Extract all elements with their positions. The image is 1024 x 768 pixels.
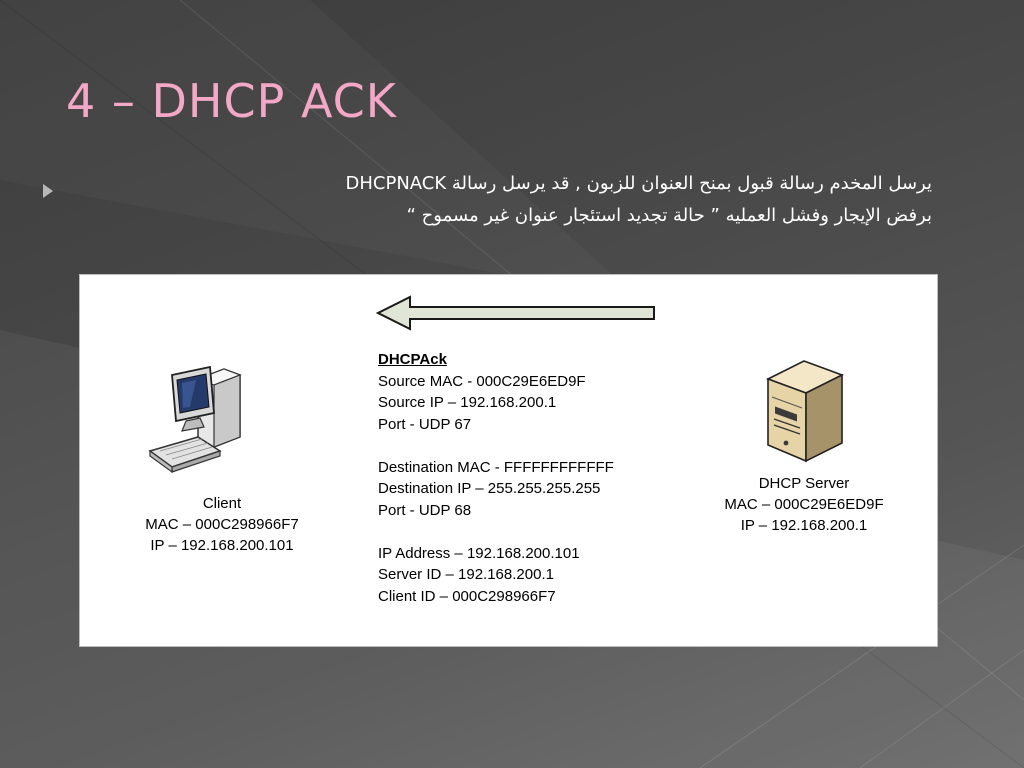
- packet-details: [378, 349, 614, 607]
- client-name: Client: [202, 495, 242, 512]
- body-line-1: يرسل المخدم رسالة قبول بمنح العنوان للزبون , قد يرسل رسالة DHCPNACK: [345, 173, 932, 194]
- client-ip: IP – 192.168.200.101: [150, 537, 294, 554]
- source-mac: Source MAC - 000C29E6ED9F: [378, 372, 586, 390]
- dhcp-server-icon: [760, 357, 850, 467]
- slide-title: 4 – DHCP ACK: [66, 74, 397, 128]
- server-mac: MAC – 000C29E6ED9F: [724, 496, 884, 513]
- client-computer-icon: [146, 365, 246, 485]
- packet-title: DHCPAck: [378, 351, 447, 368]
- left-arrow-icon: [376, 293, 660, 333]
- server-name: DHCP Server: [758, 475, 850, 492]
- client-id: Client ID – 000C298966F7: [378, 587, 556, 605]
- server-ip: IP – 192.168.200.1: [740, 517, 868, 534]
- destination-port: Port - UDP 68: [378, 501, 472, 519]
- source-ip: Source IP – 192.168.200.1: [378, 394, 557, 411]
- slide-body: [96, 168, 932, 232]
- source-port: Port - UDP 67: [378, 415, 472, 433]
- body-line-2: برفض الإيجار وفشل العمليه ” حالة تجديد استئجار عنوان غير مسموح “: [406, 205, 932, 226]
- destination-mac: Destination MAC - FFFFFFFFFFFF: [378, 458, 614, 476]
- destination-ip: Destination IP – 255.255.255.255: [378, 480, 601, 497]
- dhcp-ack-diagram: [79, 274, 938, 647]
- client-info: [102, 493, 342, 556]
- server-info: [692, 473, 916, 536]
- server-id: Server ID – 192.168.200.1: [378, 566, 554, 583]
- ip-address: IP Address – 192.168.200.101: [378, 544, 580, 562]
- client-mac: MAC – 000C298966F7: [145, 516, 299, 533]
- bullet-arrow-icon: [43, 184, 53, 198]
